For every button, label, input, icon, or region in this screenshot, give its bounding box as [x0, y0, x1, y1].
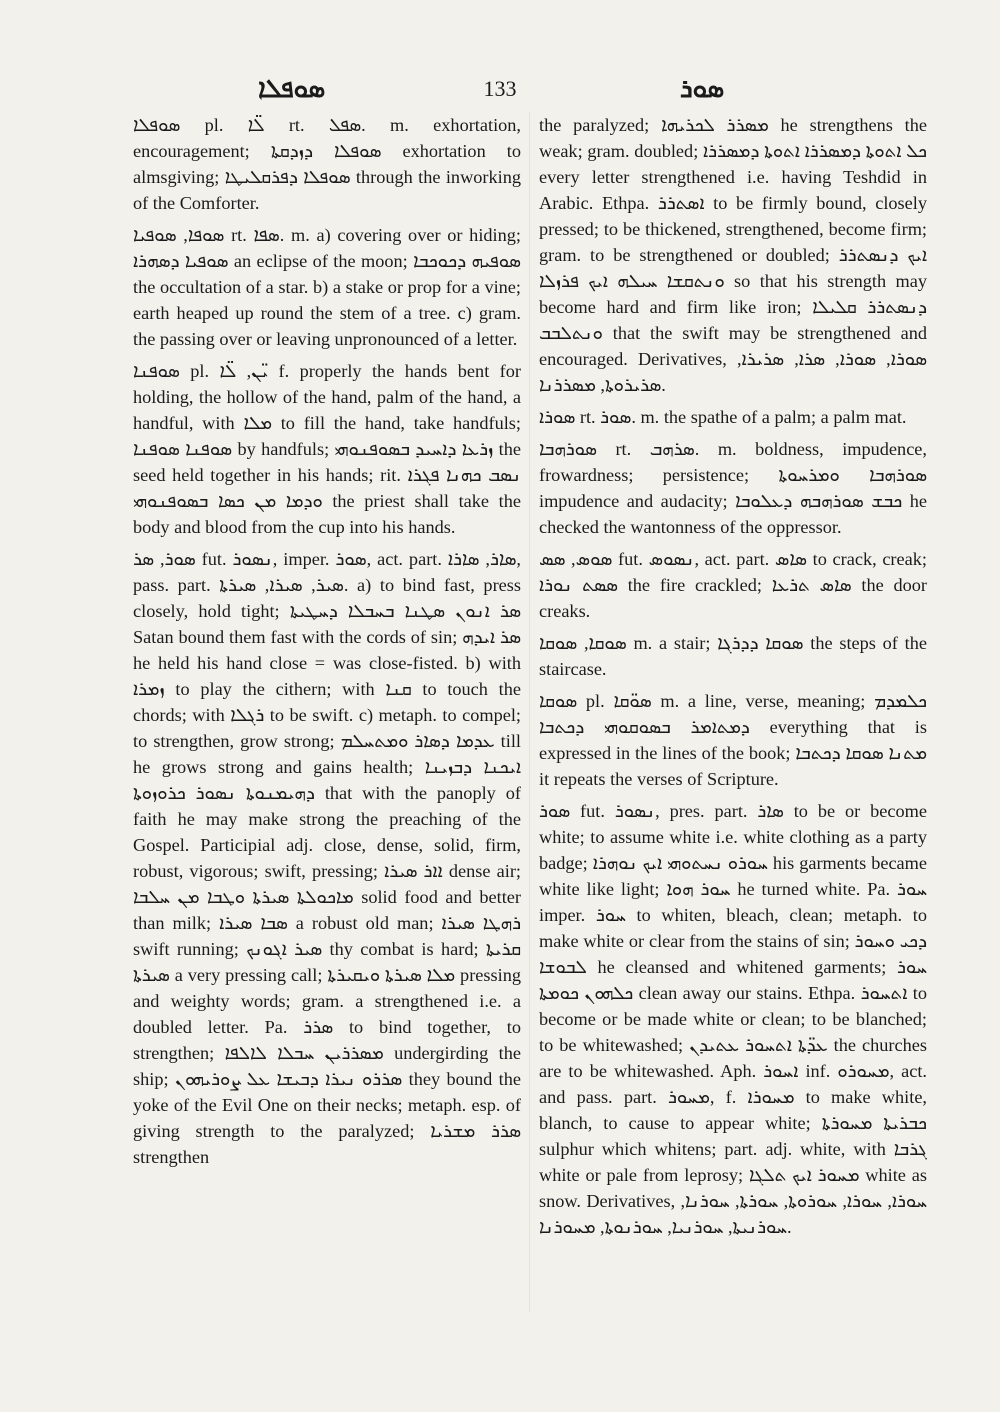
entry-sufna: ܣܘܦܢܐ pl. ܝ̈ܢ, ܠ̈ܐ f. properly the hands bent for holding, the hollow of the hand, palm of the hand, a handful, with ܡܠܐ to fill the hand, take handfuls; ܣܘܦܢܐ ܣܘܦܢܐ by handfuls; ܙܪܥܐ ܕܐܚܝܕ ܒܣܘܦܢܘܗܝ the seed held together in his hands; rit. ܢܣܒ ܟܗܢܐ ܦܓܪܐ ܘܕܡܐ ܡܢ ܟܣܐ ܒܣܘܦܢܘܗܝ the priest shall take the body and blood from the cup into his hands. [133, 361, 522, 537]
left-column [133, 112, 521, 1176]
column-divider [529, 112, 530, 1312]
entry-hwar: ܣܘܪ fut. ܢܣܘܪ, pres. part. ܣܐܪ to be or become white; to assume white i.e. white clothing as a party badge; ܚܘܪܘ ܢܚܬܘܗܝ ܐܝܟ ܢܘܗܪܐ his garments became white like light; ܚܘܪ ܗܘܐ he turned white. Pa. ܚܘܪ imper. ܚܘܪ to whiten, bleach, clean; metaph. to make white or clear from the stains of sin; ܕܟܝ ܘܚܘܪ ܠܒܘܫܐ he cleansed and whitened garments; ܚܘܪ ܟܠܗܘܢ ܟܘܡܬܐ clean away our stains. Ethpa. ܐܬܚܘܪ to become or be made white or clean; to be blanched; to be whitewashed; ܥܕ̈ܬܐ ܐܬܚܘܪ ܥܬܝܕܢ the churches are to be whitewashed. Aph. ܐܚܘܪ inf. ܡܚܘܪܘ, act. and pass. part. ܡܚܘܪ, f. ܡܚܘܪܐ to make white, blanch, to cause to appear white; ܟܒܪܝܬܐ ܡܚܘܪܬܐ sulphur which whitens; part. adj. white, with ܓܪܒܐ white or pale from leprosy; ܡܚܘܪ ܐܝܟ ܬܠܓܐ white as snow. Derivatives, ܚܘܪܐ, ܚܘܪܐ, ܚܘܪܘܬܐ, ܚܘܪܬܐ, ܚܘܪܢܐ, ܚܘܪܢܝܬܐ, ܚܘܪܢܝܐ, ܚܘܪܢܘܬܐ, ܡܚܘܪܢܐ. [539, 801, 928, 1237]
page-number: 133 [483, 76, 517, 101]
entry-sufla: ܣܘܦܠܐ pl. ܠ̈ܐ rt. ܣܦܠ. m. exhortation, encouragement; ܣܘܦܠܐ ܕܙܕܩܬܐ exhortation to almsgiving; ܣܘܦܠܐ ܕܦܪܩܠܝܛܐ through the inworking of the Comforter. [133, 115, 521, 213]
entry-sur-continued: the paralyzed; ܡܣܪܪ ܠܟܪܝܗܐ he strengthens the weak; gram. doubled; ܟܠ ܐܬܘܬܐ ܕܡܣܪܪܐ ܐܬܘܬܐ ܕܡܣܪܪܐ every letter strengthened i.e. having Teshdid in Arabic. Ethpa. ܐܣܬܪܪ to be firmly bound, closely pressed; to be thickened, strengthened, become firm; gram. to be strengthened or doubled; ܐܝܟ ܕܢܣܬܪܪ ܘܢܬܩܫܐ ܚܝܠܗ ܐܝܟ ܦܪܙܠܐ so that his strength may become hard and firm like iron; ܕܢܣܬܪܪ ܩܠܝܠܐ ܘܢܬܠܒܒ that the swift may be strengthened and encouraged. Derivatives, ܣܘܪܐ, ܣܘܪܐ, ܣܪܐ, ܣܪܝܪܐ, ܣܪܝܪܘܬܐ, ܡܣܪܪܢܐ. [539, 115, 928, 395]
entry-suqa-stair: ܣܘܩܐ, ܣܘܩܐ m. a stair; ܣܘܩܐ ܕܕܪܓܐ the steps of the staircase. [539, 633, 928, 679]
entry-surhaba: ܣܘܪܗܒܐ rt. ܣܪܗܒ. m. boldness, impudence, frowardness; persistence; ܣܘܪܗܒܐ ܘܡܪܚܘܬܐ impudence and audacity; ܟܒܫ ܣܘܪܗܒܗ ܕܥܠܘܒܐ he checked the wantonness of the oppressor. [539, 439, 927, 537]
left-headword: ܣܘܦܠܐ [258, 74, 326, 104]
entry-sur: ܣܘܪ, ܣܪ fut. ܢܣܘܪ, imper. ܣܘܪ, act. part. ܣܐܪ, ܣܐܪܐ, pass. part. ܣܝܪ, ܣܝܪܐ, ܣܝܪܬܐ. a) to bind fast, press closely, hold tight; ܣܪ ܐܢܘܢ ܣܛܢܐ ܒܚܒܠܐ ܕܚܛܝܬܐ Satan bound them fast with the cords of sin; ܣܪ ܐܝܕܗ he held his hand close = was close-fisted. b) with ܙܡܪܐ to play the cithern; with ܩܢܐ to touch the chords; with ܪܓܠܐ to be swift. c) metaph. to compel; to strengthen, grow strong; ܥܕܡܐ ܕܣܐܪ ܘܡܬܚܠܡ till he grows strong and gains health; ܐܝܟܢܐ ܕܒܙܝܢܐ ܕܗܝܡܢܘܬܐ ܢܣܘܪ ܟܪܘܙܘܬܐ that with the panoply of faith he may make strong the preaching of the Gospel. Participial adj. close, dense, solid, firm, robust, vigorous; swift, pressing; ܐܐܪ ܣܝܪܐ dense air; ܡܐܟܘܠܬܐ ܣܝܪܬܐ ܘܛܒܐ ܡܢ ܚܠܒܐ solid food and better than milk; ܣܒܐ ܣܝܪܐ a robust old man; ܪܗܛܐ ܣܝܪܐ swift running; ܣܝܪ ܐܓܘܢܟ thy combat is hard; ܩܪܝܬܐ ܣܝܪܬܐ a very pressing call; ܡܠܐ ܣܝܪܬܐ ܘܝܩܝܪܬܐ pressing and weighty words; gram. a strengthened i.e. a doubled letter. Pa. ܣܪܪ to bind together, to strengthen; ܡܣܪܪܝܢ ܚܒܠܐ ܠܐܠܦܐ undergirding the ship; ܣܪܪܘ ܢܝܪܐ ܕܒܝܫܐ ܥܠ ܨܘܪܝܗܘܢ they bound the yoke of the Evil One on their necks; metaph. esp. of giving strength to the paralyzed; ܣܪܪ ܡܫܪܝܐ strengthen [133, 549, 522, 1167]
running-header [0, 72, 1000, 112]
right-column [539, 112, 927, 1246]
entry-sura: ܣܘܪܐ rt. ܣܘܪ. m. the spathe of a palm; a palm mat. [539, 407, 907, 427]
right-headword: ܣܘܪ [680, 74, 725, 104]
entry-sufa: ܣܘܦܐ, ܣܘܦܝܐ rt. ܣܦܐ. m. a) covering over or hiding; ܣܘܦܝܐ ܕܣܗܪܐ an eclipse of the moon; ܣܘܦܝܗ ܕܟܘܟܒܐ the occultation of a star. b) a stake or prop for a vine; earth heaped up round the stem of a tree. c) gram. the passing over or leaving unpronounced of a letter. [133, 225, 521, 349]
entry-sas: ܣܘܣ, ܣܣ fut. ܢܣܘܣ, act. part. ܣܐܣ to crack, creak; ܣܣܬ ܢܘܪܐ the fire crackled; ܣܐܣ ܬܪܥܐ the door creaks. [539, 549, 928, 621]
entry-suqa-line: ܣܘܩܐ pl. ܣܘ̈ܩܐ m. a line, verse, meaning; ܟܠܡܕܡ ܕܡܬܐܡܪ ܒܣܘܩܘܗܝ ܕܟܬܒܐ everything that is expressed in the lines of the book; ܡܬܢܐ ܣܘܩܐ ܕܟܬܒܐ it repeats the verses of Scripture. [539, 691, 928, 789]
